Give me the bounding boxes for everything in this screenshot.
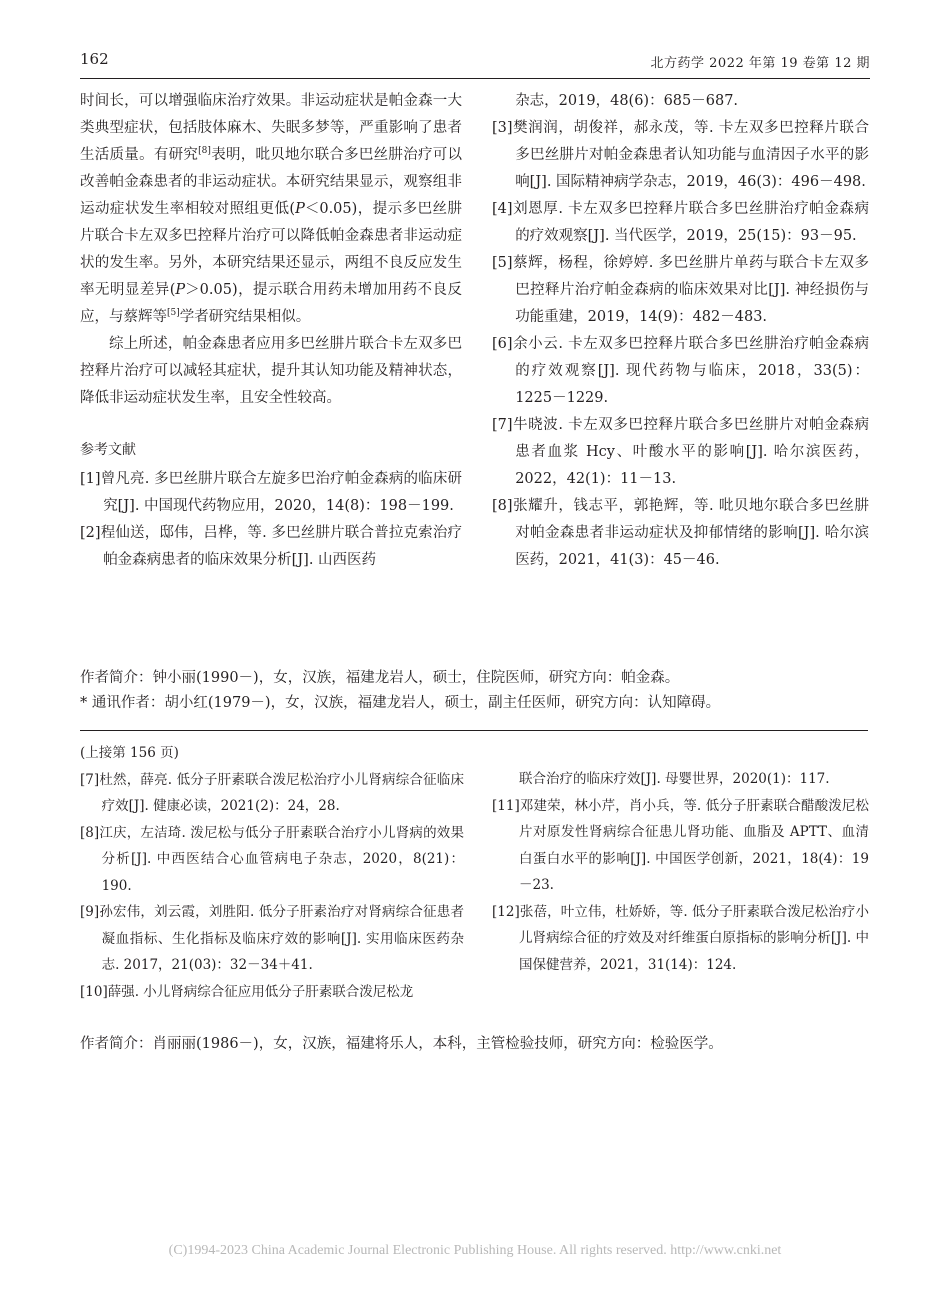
continued-note: (上接第 156 页) bbox=[80, 745, 179, 761]
reference-continuation: 联合治疗的临床疗效[J]. 母婴世界，2020(1)：117. bbox=[519, 771, 830, 787]
reference-item: [3]樊润润，胡俊祥，郝永茂，等. 卡左双多巴控释片联合多巴丝肼片对帕金森患者认知功能与血清因子水平的影响[J]. 国际精神病学杂志，2019，46(3)：496－498. bbox=[492, 120, 869, 190]
author-bio: 作者简介：钟小丽(1990－)，女，汉族，福建龙岩人，硕士，住院医师，研究方向：帕金森。 bbox=[80, 670, 680, 686]
body-paragraph-2: 综上所述，帕金森患者应用多巴丝肼片联合卡左双多巴控释片治疗可以减轻其症状，提升其认知功能及精神状态，降低非运动症状发生率，且安全性较高。 bbox=[80, 336, 462, 406]
corresponding-author: * 通讯作者：胡小红(1979－)，女，汉族，福建龙岩人，硕士，副主任医师，研究方向：认知障碍。 bbox=[80, 695, 721, 711]
journal-title: 北方药学 2022 年第 19 卷第 12 期 bbox=[650, 56, 870, 71]
continued-left-column bbox=[80, 740, 464, 1005]
page-header bbox=[80, 50, 870, 79]
reference-item: [8]江庆，左洁琦. 泼尼松与低分子肝素联合治疗小儿肾病的效果分析[J]. 中西医结合心血管病电子杂志，2020，8(21)：190. bbox=[80, 824, 464, 894]
reference-item: [7]牛晓波. 卡左双多巴控释片联合多巴丝肼片对帕金森病患者血浆 Hcy、叶酸水平的影响[J]. 哈尔滨医药，2022，42(1)：11－13. bbox=[492, 417, 869, 487]
reference-item: [1]曾凡亮. 多巴丝肼片联合左旋多巴治疗帕金森病的临床研究[J]. 中国现代药物应用，2020，14(8)：198－199. bbox=[80, 471, 462, 514]
reference-item: [5]蔡辉，杨程，徐婷婷. 多巴丝肼片单药与联合卡左双多巴控释片治疗帕金森病的临床效果对比[J]. 神经损伤与功能重建，2019，14(9)：482－483. bbox=[492, 255, 869, 325]
reference-item: [7]杜然，薛亮. 低分子肝素联合泼尼松治疗小儿肾病综合征临床疗效[J]. 健康必读，2021(2)：24，28. bbox=[80, 771, 464, 814]
citation-5[interactable]: [5] bbox=[167, 308, 180, 319]
right-column bbox=[492, 88, 869, 574]
section-divider bbox=[80, 730, 868, 731]
author-info bbox=[80, 666, 870, 716]
reference-item: [2]程仙送，邸伟，吕桦，等. 多巴丝肼片联合普拉克索治疗帕金森病患者的临床效果分析[J]. 山西医药 bbox=[80, 525, 462, 568]
reference-item: [10]薛强. 小儿肾病综合征应用低分子肝素联合泼尼松龙 bbox=[80, 983, 414, 1000]
reference-continuation: 杂志，2019，48(6)：685－687. bbox=[515, 93, 739, 109]
references-heading: 参考文献 bbox=[80, 442, 136, 458]
page-number: 162 bbox=[80, 50, 109, 68]
continued-author-bio: 作者简介：肖丽丽(1986－)，女，汉族，福建将乐人，本科，主管检验技师，研究方向：检验医学。 bbox=[80, 1036, 723, 1052]
reference-item: [9]孙宏伟，刘云霞，刘胜阳. 低分子肝素治疗对肾病综合征患者凝血指标、生化指标及临床疗效的影响[J]. 实用临床医药杂志. 2017，21(03)：32－34＋41. bbox=[80, 904, 464, 973]
body-paragraph-1: 时间长，可以增强临床治疗效果。非运动症状是帕金森一大类典型症状，包括肢体麻木、失眠多梦等，严重影响了患者生活质量。有研究[8]表明，吡贝地尔联合多巴丝肼治疗可以改善帕金森患者的非运动症状。本研究结果显示，观察组非运动症状发生率相较对照组更低(P＜0.05)，提示多巴丝肼片联合卡左双多巴控释片治疗可以降低帕金森患者非运动症状的发生率。另外，本研究结果还显示，两组不良反应发生率无明显差异(P＞0.05)，提示联合用药未增加用药不良反应，与蔡辉等[5]学者研究结果相似。 bbox=[80, 93, 463, 325]
continued-right-column bbox=[492, 766, 869, 978]
copyright-footer: (C)1994-2023 China Academic Journal Electronic Publishing House. All rights reserved. http://www.cnki.net bbox=[168, 1243, 782, 1258]
citation-8[interactable]: [8] bbox=[198, 146, 211, 157]
left-column bbox=[80, 88, 462, 574]
reference-item: [11]邓建荣，林小芹，肖小兵，等. 低分子肝素联合醋酸泼尼松片对原发性肾病综合征患儿肾功能、血脂及 APTT、血清白蛋白水平的影响[J]. 中国医学创新，2021，18(4)：19－23. bbox=[492, 797, 869, 893]
reference-item: [6]余小云. 卡左双多巴控释片联合多巴丝肼治疗帕金森病的疗效观察[J]. 现代药物与临床，2018，33(5)：1225－1229. bbox=[492, 336, 869, 406]
reference-item: [8]张耀升，钱志平，郭艳辉，等. 吡贝地尔联合多巴丝肼对帕金森患者非运动症状及抑郁情绪的影响[J]. 哈尔滨医药，2021，41(3)：45－46. bbox=[492, 498, 869, 568]
reference-item: [12]张蓓，叶立伟，杜娇娇，等. 低分子肝素联合泼尼松治疗小儿肾病综合征的疗效及对纤维蛋白原指标的影响分析[J]. 中国保健营养，2021，31(14)：124. bbox=[492, 903, 869, 973]
reference-item: [4]刘恩厚. 卡左双多巴控释片联合多巴丝肼治疗帕金森病的疗效观察[J]. 当代医学，2019，25(15)：93－95. bbox=[492, 201, 869, 244]
